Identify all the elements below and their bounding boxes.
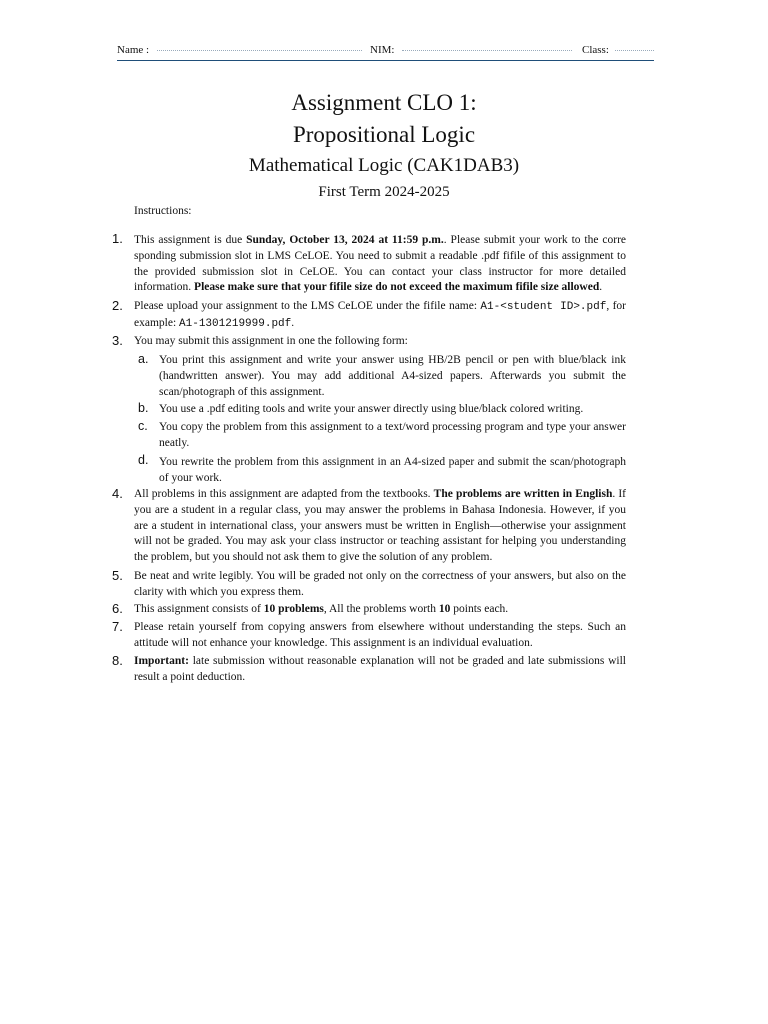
item-number: 2. xyxy=(112,298,123,313)
subitem-label: d. xyxy=(138,453,149,467)
item-number: 8. xyxy=(112,653,123,668)
subitem-text: You print this assignment and write your answer using HB/2B pencil or pen with blue/black ink (handwritten answer). You may add additional A4-sized papers. Afterwards you submit the scan/photograph of this assignment. xyxy=(159,354,626,398)
nim-label: NIM: xyxy=(370,44,395,56)
instruction-item: You may submit this assignment in one the following form: xyxy=(134,335,408,347)
assignment-subtitle: Propositional Logic xyxy=(292,122,476,147)
nim-field-line xyxy=(402,50,572,52)
class-field-line xyxy=(615,50,654,52)
subitem-label: b. xyxy=(138,401,149,415)
instruction-item: Please retain yourself from copying answers from elsewhere without understanding the steps. Such an attitude will not enhance your knowledge. This assignment is an individual evaluation. xyxy=(134,621,626,649)
name-field-line xyxy=(157,50,362,52)
instruction-item: Important: late submission without reasonable explanation will not be graded and late submissions will result a point deduction. xyxy=(134,655,626,683)
subitem-text: You use a .pdf editing tools and write your answer directly using blue/black colored writing. xyxy=(159,403,584,415)
assignment-title: Assignment CLO 1: xyxy=(291,90,477,115)
course-name: Mathematical Logic (CAK1DAB3) xyxy=(248,155,520,176)
instruction-item: This assignment consists of 10 problems, All the problems worth 10 points each. xyxy=(134,603,509,615)
student-info-header xyxy=(117,42,654,61)
class-label: Class: xyxy=(582,44,609,56)
subitem-text: You copy the problem from this assignment to a text/word processing program and type your answer neatly. xyxy=(159,421,626,449)
subitem-text: You rewrite the problem from this assignment in an A4-sized paper and submit the scan/photograph of your work. xyxy=(159,456,626,484)
instruction-item: This assignment is due Sunday, October 13, 2024 at 11:59 p.m.. Please submit your work to the corre sponding submission slot in LMS CeLOE. You need to submit a readable .pdf fifile of this assignment to the provided submission slot in CeLOE. You can contact your class instructor for more detailed information. Please make sure that your fifile size do not exceed the maximum fifile size allowed. xyxy=(134,234,626,294)
item-number: 7. xyxy=(112,619,123,634)
subitem-label: a. xyxy=(138,352,149,366)
item-number: 5. xyxy=(112,568,123,583)
instructions-heading: Instructions: xyxy=(134,205,192,217)
instruction-item: Please upload your assignment to the LMS CeLOE under the fifile name: A1-<student ID>.pdf, for example: A1-1301219999.pdf. xyxy=(134,300,626,330)
term: First Term 2024-2025 xyxy=(318,184,450,200)
subitem-label: c. xyxy=(138,419,148,433)
instruction-item: Be neat and write legibly. You will be graded not only on the correctness of your answers, but also on the clarity with which you express them. xyxy=(134,570,626,598)
item-number: 6. xyxy=(112,601,123,616)
item-number: 3. xyxy=(112,333,123,348)
instruction-item: All problems in this assignment are adapted from the textbooks. The problems are written in English. If you are a student in a regular class, you may answer the problems in Bahasa Indonesia. However, if you are a student in international class, your answers must be written in English—otherwise your assignment will not be graded. You may ask your class instructor or teaching assistant for helping you understanding the problem, but you should not ask them to give the solution of any problem. xyxy=(134,488,626,564)
item-number: 4. xyxy=(112,486,123,501)
item-number: 1. xyxy=(112,231,123,246)
name-label: Name : xyxy=(117,44,150,56)
